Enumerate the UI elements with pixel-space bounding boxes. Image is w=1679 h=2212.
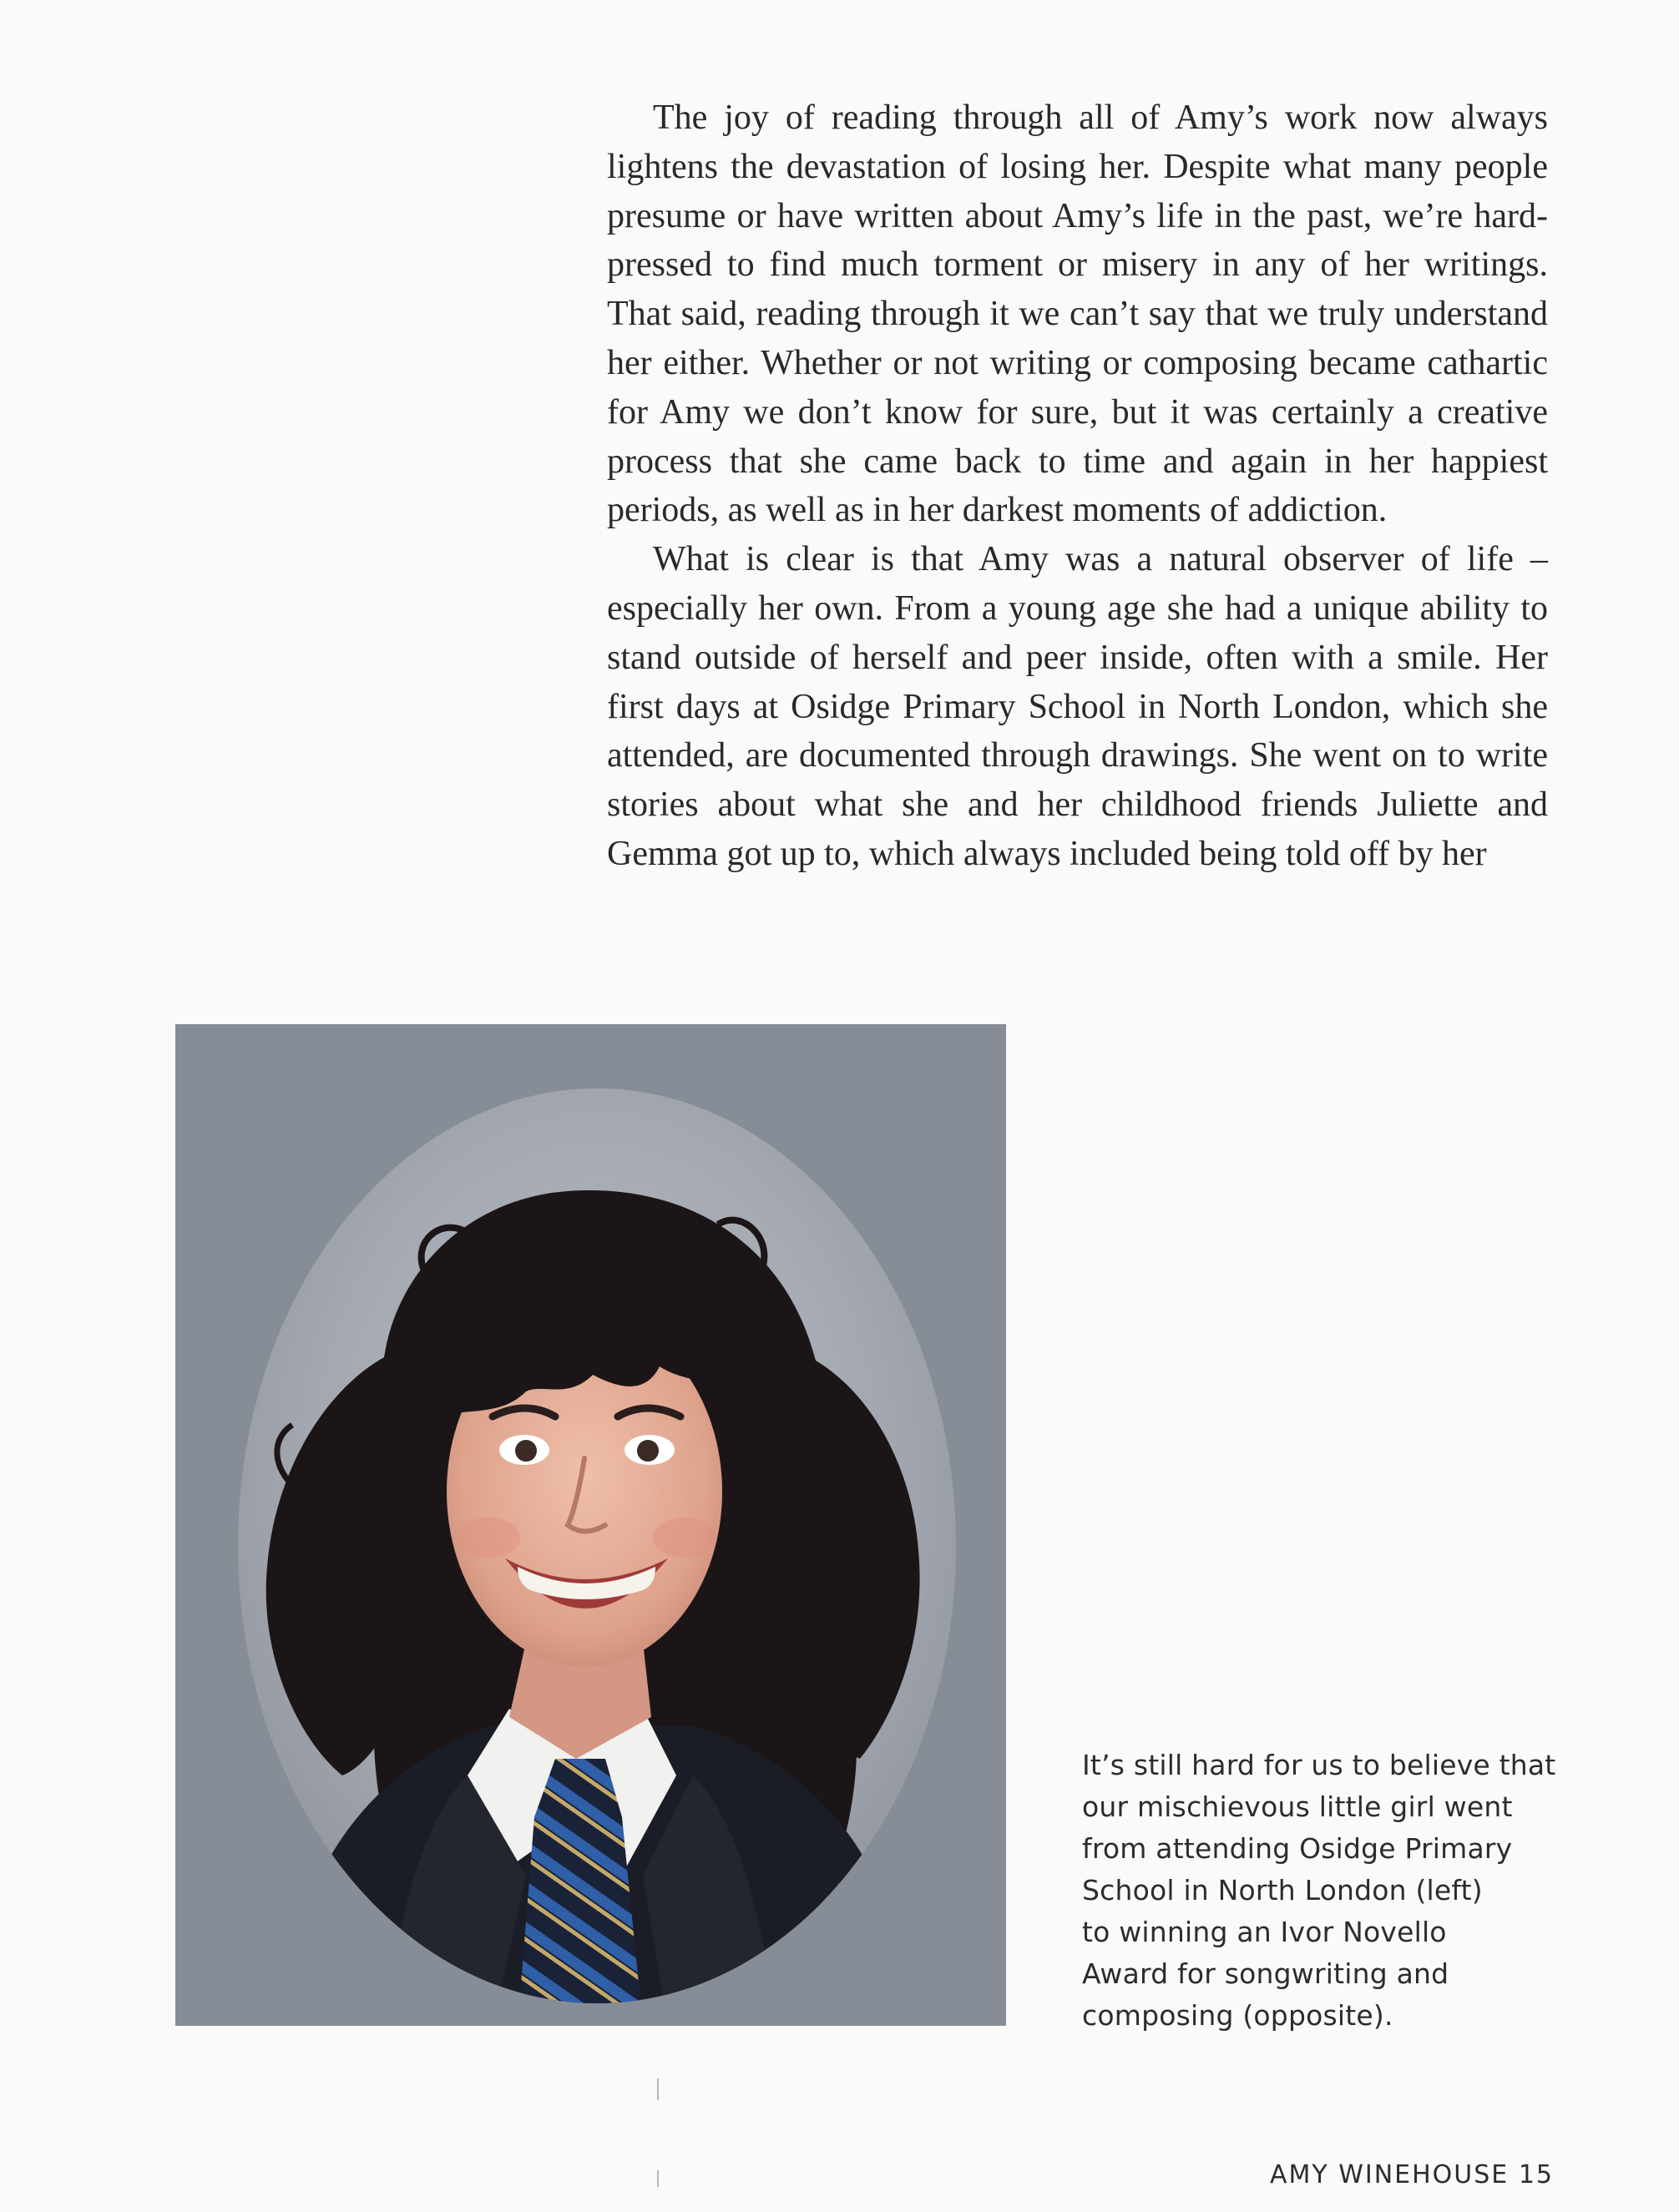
paragraph-1: The joy of reading through all of Amy’s work now always lightens the devastation of losing her. Despite what many people presume or have written about Amy’s life in the past, we’re hard-pressed to find much torment or misery in any of her writings. That said, reading through it we can’t say that we truly understand her either. Whether or not writing or composing became cathartic for Amy we don’t know for sure, but it was certainly a creative process that she came back to time and again in her happiest periods, as well as in her darkest moments of addiction.: [607, 98, 1548, 530]
print-mark: [657, 2170, 659, 2187]
photo-caption: [1082, 1745, 1556, 2037]
page-footer: [1270, 2160, 1554, 2189]
caption-line: our mischievous little girl went: [1082, 1790, 1513, 1823]
school-portrait-photo: [175, 1024, 1006, 2026]
caption-line: Award for songwriting and: [1082, 1957, 1449, 1990]
print-mark: [657, 2078, 659, 2100]
running-head: AMY WINEHOUSE: [1269, 2160, 1510, 2189]
page-number: 15: [1518, 2160, 1554, 2189]
caption-line: to winning an Ivor Novello: [1082, 1916, 1447, 1948]
caption-line: from attending Osidge Primary: [1082, 1832, 1513, 1865]
article-body: [607, 93, 1548, 879]
caption-line: School in North London (left): [1082, 1874, 1483, 1906]
caption-line: composing (opposite).: [1082, 1999, 1393, 2032]
paragraph-2: What is clear is that Amy was a natural observer of life – especially her own. From a young age she had a unique ability to stand outside of herself and peer inside, often with a smile. Her first days at Osidge Primary School in North London, which she attended, are documented through drawings. She went on to write stories about what she and her childhood friends Juliette and Gemma got up to, which always included being told off by her: [607, 540, 1548, 873]
caption-line: It’s still hard for us to believe that: [1082, 1749, 1556, 1781]
